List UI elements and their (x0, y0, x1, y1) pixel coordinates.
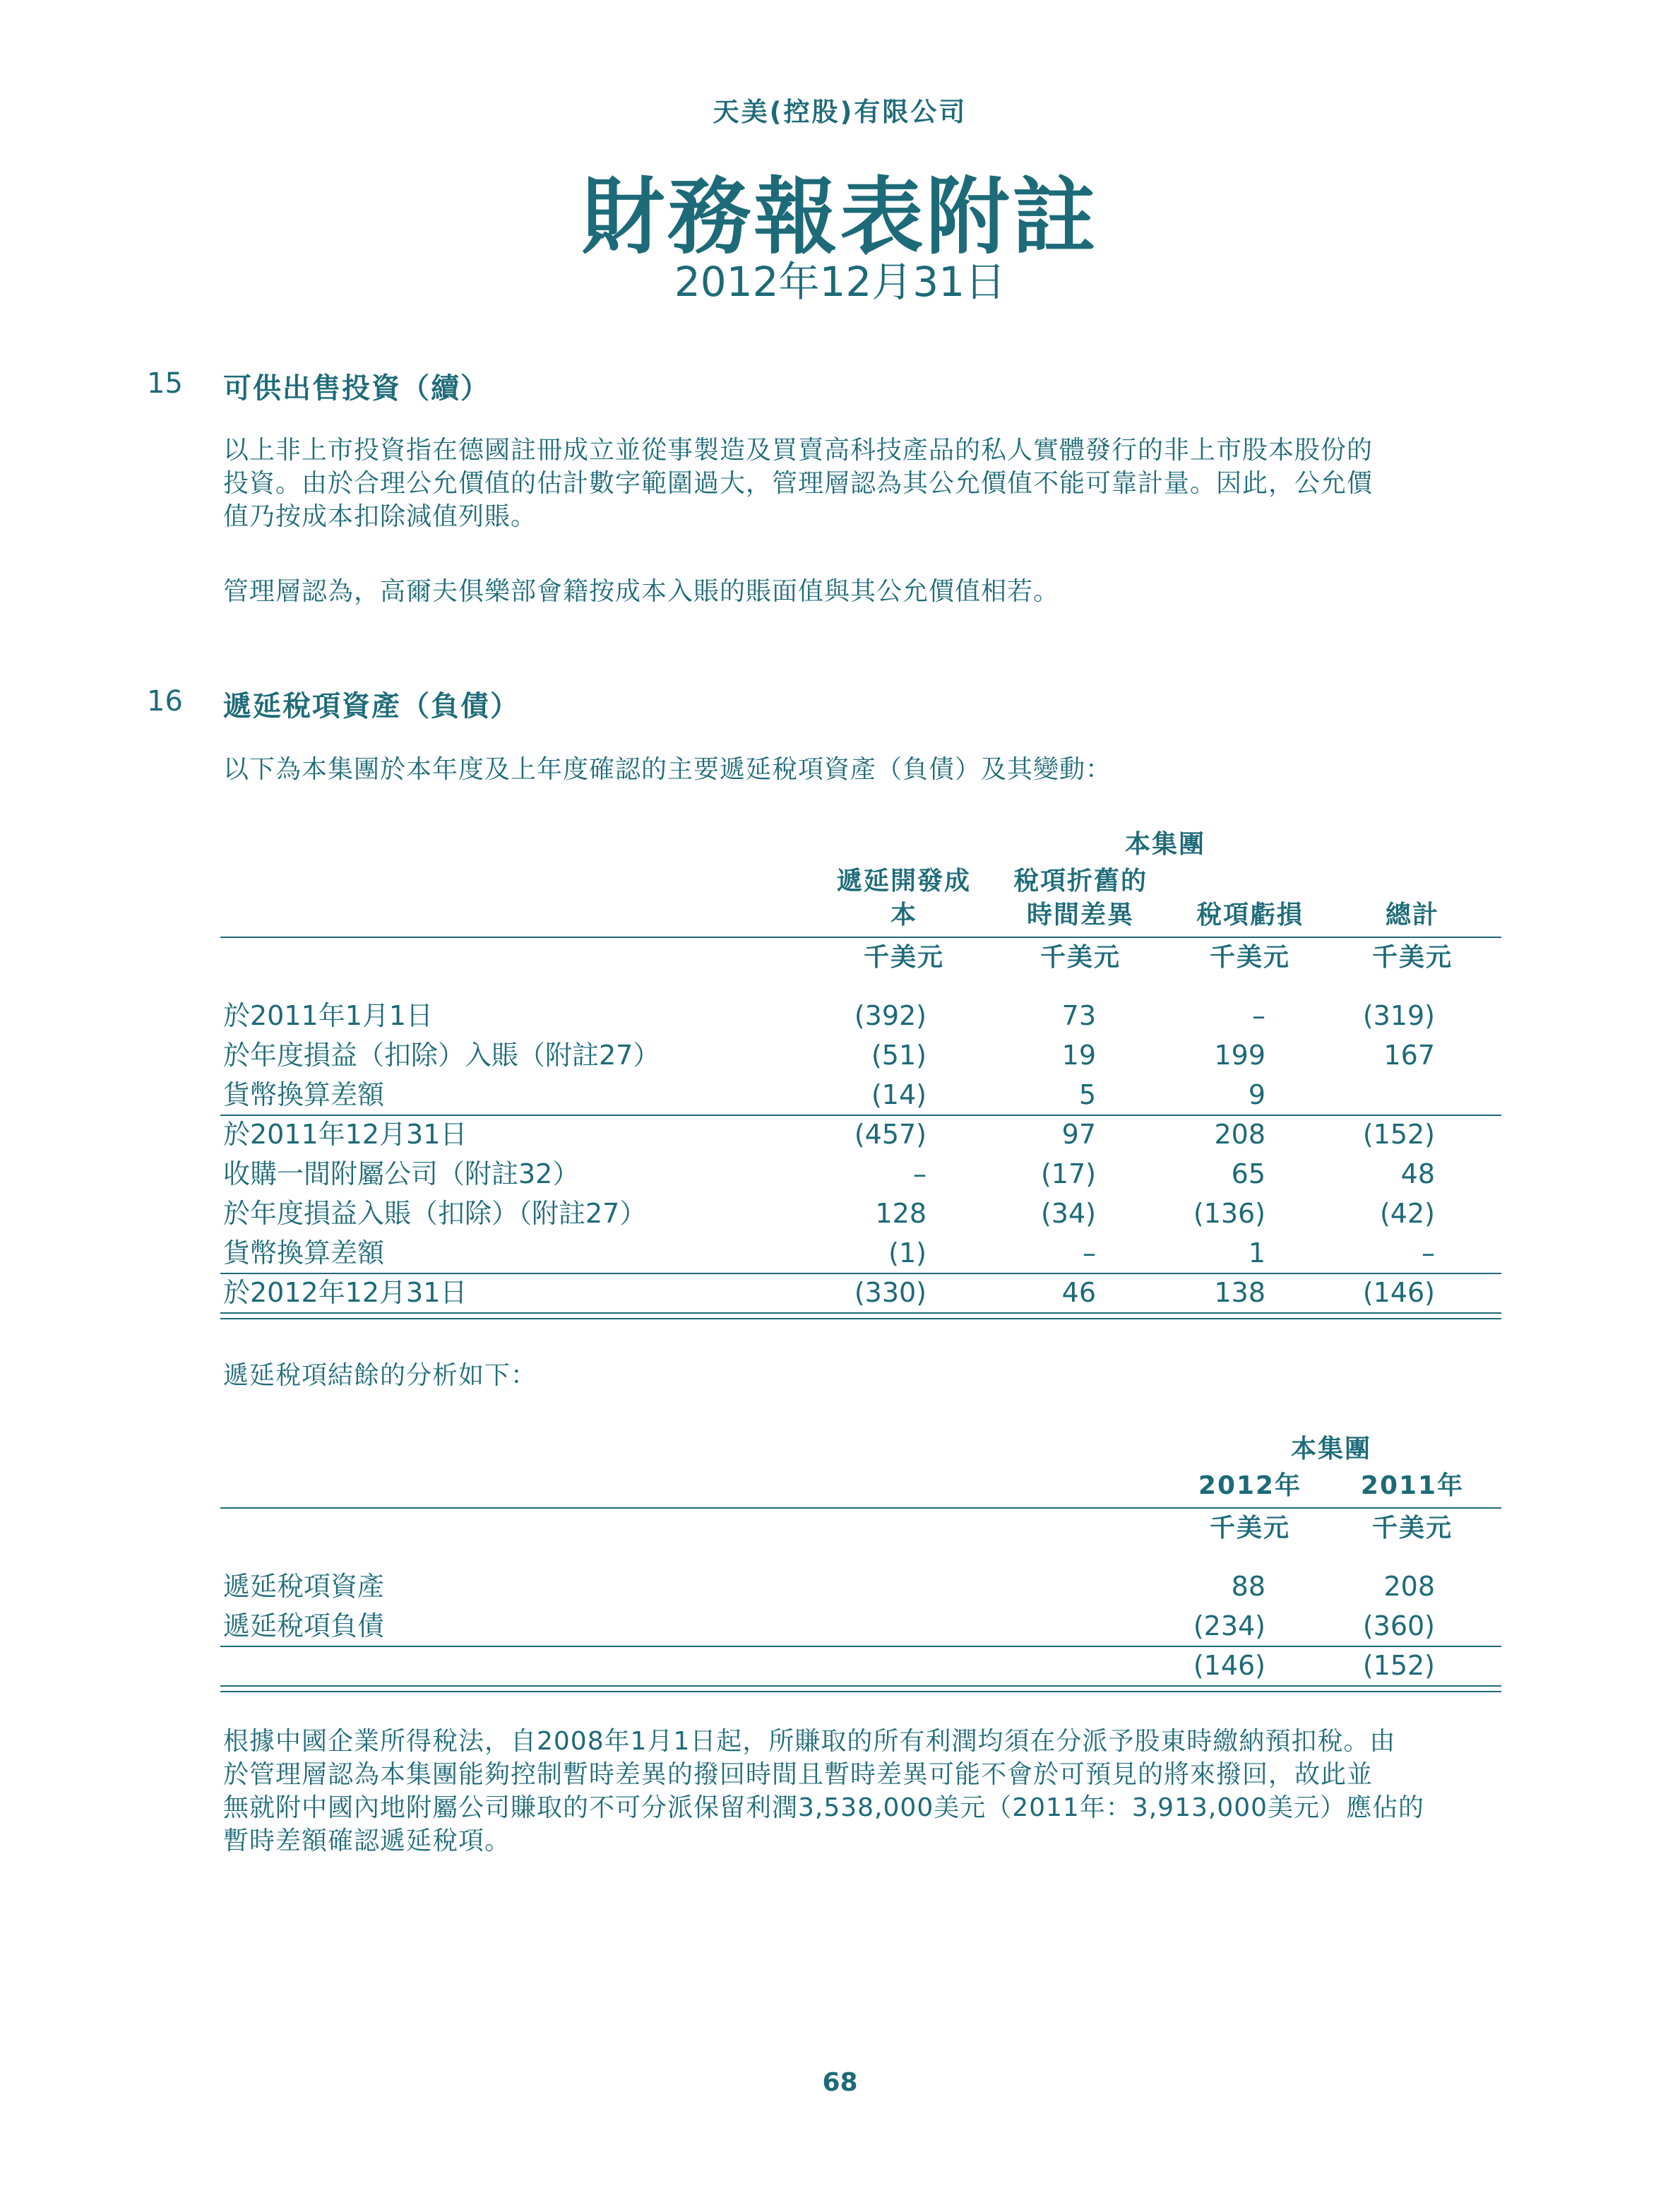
table-row (223, 1273, 1499, 1312)
note-15-number: 15 (147, 367, 183, 400)
cell-2011: 208 (1383, 1571, 1435, 1602)
cell-depreciation: 97 (1061, 1119, 1096, 1150)
cell-tax-losses: 65 (1231, 1158, 1265, 1189)
cell-tax-losses: (136) (1193, 1198, 1265, 1229)
cell-tax-losses: 138 (1214, 1277, 1265, 1308)
cell-tax-losses: 199 (1214, 1040, 1265, 1071)
table1-col2-head-line2: 時間差異 (1026, 901, 1134, 929)
table1-col1-unit: 千美元 (863, 943, 944, 972)
row-label: 於2012年12月31日 (223, 1277, 467, 1308)
row-label: 遞延稅項資產 (223, 1571, 385, 1602)
cell-tax-losses: 208 (1214, 1119, 1265, 1150)
paragraph-line: 於管理層認為本集團能夠控制暫時差異的撥回時間且暫時差異可能不會於可預見的將來撥回，故此並 (223, 1760, 1374, 1789)
paragraph-line: 投資。由於合理公允價值的估計數字範圍過大，管理層認為其公允價值不能可靠計量。因此，公允價 (223, 469, 1374, 498)
table2-col1-unit: 千美元 (1209, 1514, 1290, 1543)
table1-group-label: 本集團 (1124, 830, 1205, 859)
cell-depreciation: 46 (1061, 1277, 1096, 1308)
table-row (223, 1233, 1499, 1273)
cell-depreciation: (17) (1040, 1158, 1096, 1189)
note-15-title: 可供出售投資（續） (223, 372, 490, 405)
table1-col4-unit: 千美元 (1371, 943, 1453, 972)
company-name: 天美(控股)有限公司 (713, 97, 967, 127)
cell-2012: (234) (1193, 1610, 1265, 1641)
cell-dev-cost: (457) (854, 1119, 927, 1150)
row-label: 遞延稅項負債 (223, 1610, 385, 1641)
cell-dev-cost: (1) (888, 1237, 927, 1269)
table-row (223, 1035, 1499, 1075)
table1-col3-head: 稅項虧損 (1196, 901, 1304, 929)
row-label: 於2011年1月1日 (223, 1000, 434, 1031)
table-row (223, 1194, 1499, 1233)
page-number: 68 (822, 2068, 858, 2097)
cell-depreciation: 5 (1078, 1079, 1096, 1110)
table-row (223, 1115, 1499, 1154)
page-title: 財務報表附註 (581, 168, 1099, 266)
row-label: 於2011年12月31日 (223, 1119, 467, 1150)
row-label: 貨幣換算差額 (223, 1237, 385, 1269)
table2-group-label: 本集團 (1290, 1434, 1371, 1463)
cell-total: (319) (1362, 1000, 1435, 1031)
table-row (223, 1567, 1499, 1606)
cell-total: 48 (1400, 1158, 1435, 1189)
cell-2011: (360) (1362, 1610, 1435, 1641)
cell-tax-losses: 9 (1248, 1079, 1265, 1110)
cell-dev-cost: – (913, 1158, 927, 1189)
cell-dev-cost: 128 (875, 1198, 927, 1229)
table1-col1-head-line1: 遞延開發成 (836, 867, 971, 896)
cell-depreciation: – (1083, 1237, 1096, 1269)
table-row (223, 996, 1499, 1035)
cell-depreciation: 73 (1061, 1000, 1096, 1031)
row-label: 於年度損益（扣除）入賬（附註27） (223, 1040, 660, 1071)
row-label: 貨幣換算差額 (223, 1079, 385, 1110)
note-15-paragraph-2: 管理層認為，高爾夫俱樂部會籍按成本入賬的賬面值與其公允價值相若。 (223, 577, 1060, 606)
table1-col3-unit: 千美元 (1209, 943, 1290, 972)
cell-depreciation: 19 (1061, 1040, 1096, 1071)
cell-total: (146) (1362, 1277, 1435, 1308)
cell-tax-losses: – (1252, 1000, 1265, 1031)
cell-dev-cost: (392) (854, 1000, 927, 1031)
cell-total: (42) (1379, 1198, 1435, 1229)
report-date: 2012年12月31日 (674, 258, 1006, 306)
note-15-paragraph-1 (223, 434, 1499, 533)
note-16-title: 遞延稅項資產（負債） (223, 690, 520, 723)
table2-col1-year: 2012年 (1198, 1471, 1302, 1500)
cell-tax-losses: 1 (1248, 1237, 1265, 1269)
cell-total: (152) (1362, 1119, 1435, 1150)
table1-col1-head-line2: 本 (890, 901, 917, 929)
cell-dev-cost: (14) (871, 1079, 927, 1110)
table2-col2-unit: 千美元 (1371, 1514, 1453, 1543)
cell-2011: (152) (1362, 1650, 1435, 1681)
table2-double-rule (220, 1685, 1501, 1692)
table1-col2-head-line1: 稅項折舊的 (1013, 867, 1148, 896)
table-row (223, 1606, 1499, 1646)
table-row (223, 1646, 1499, 1685)
row-label: 於年度損益入賬（扣除）（附註27） (223, 1198, 647, 1229)
table1-double-rule (220, 1312, 1501, 1319)
table1-header-rule (220, 937, 1501, 938)
paragraph-line: 根據中國企業所得稅法，自2008年1月1日起，所賺取的所有利潤均須在分派予股東時繳納預扣稅。由 (223, 1727, 1396, 1756)
row-label: 收購一間附屬公司（附註32） (223, 1158, 580, 1189)
paragraph-line: 無就附中國內地附屬公司賺取的不可分派保留利潤3,538,000美元（2011年：3,913,000美元）應佔的 (223, 1793, 1425, 1822)
cell-total: 167 (1383, 1040, 1435, 1071)
cell-dev-cost: (51) (871, 1040, 927, 1071)
table2-col2-year: 2011年 (1360, 1471, 1465, 1500)
table-row (223, 1154, 1499, 1194)
table1-col2-unit: 千美元 (1039, 943, 1121, 972)
cell-total: – (1422, 1237, 1435, 1269)
paragraph-line: 以上非上市投資指在德國註冊成立並從事製造及買賣高科技產品的私人實體發行的非上市股本股份的 (223, 436, 1374, 465)
note-16-intro: 以下為本集團於本年度及上年度確認的主要遞延稅項資產（負債）及其變動： (223, 755, 1112, 784)
paragraph-line: 值乃按成本扣除減值列賬。 (223, 502, 537, 531)
note-16-number: 16 (147, 685, 183, 718)
cell-2012: 88 (1231, 1571, 1265, 1602)
analysis-intro: 遞延稅項結餘的分析如下： (223, 1361, 537, 1390)
cell-2012: (146) (1193, 1650, 1265, 1681)
paragraph-line: 暫時差額確認遞延稅項。 (223, 1826, 511, 1855)
cell-depreciation: (34) (1040, 1198, 1096, 1229)
note-16-closing-paragraph (223, 1725, 1499, 1858)
table1-col4-head: 總計 (1385, 901, 1439, 929)
cell-dev-cost: (330) (854, 1277, 927, 1308)
table-row (223, 1075, 1499, 1115)
table2-header-rule (220, 1507, 1501, 1509)
